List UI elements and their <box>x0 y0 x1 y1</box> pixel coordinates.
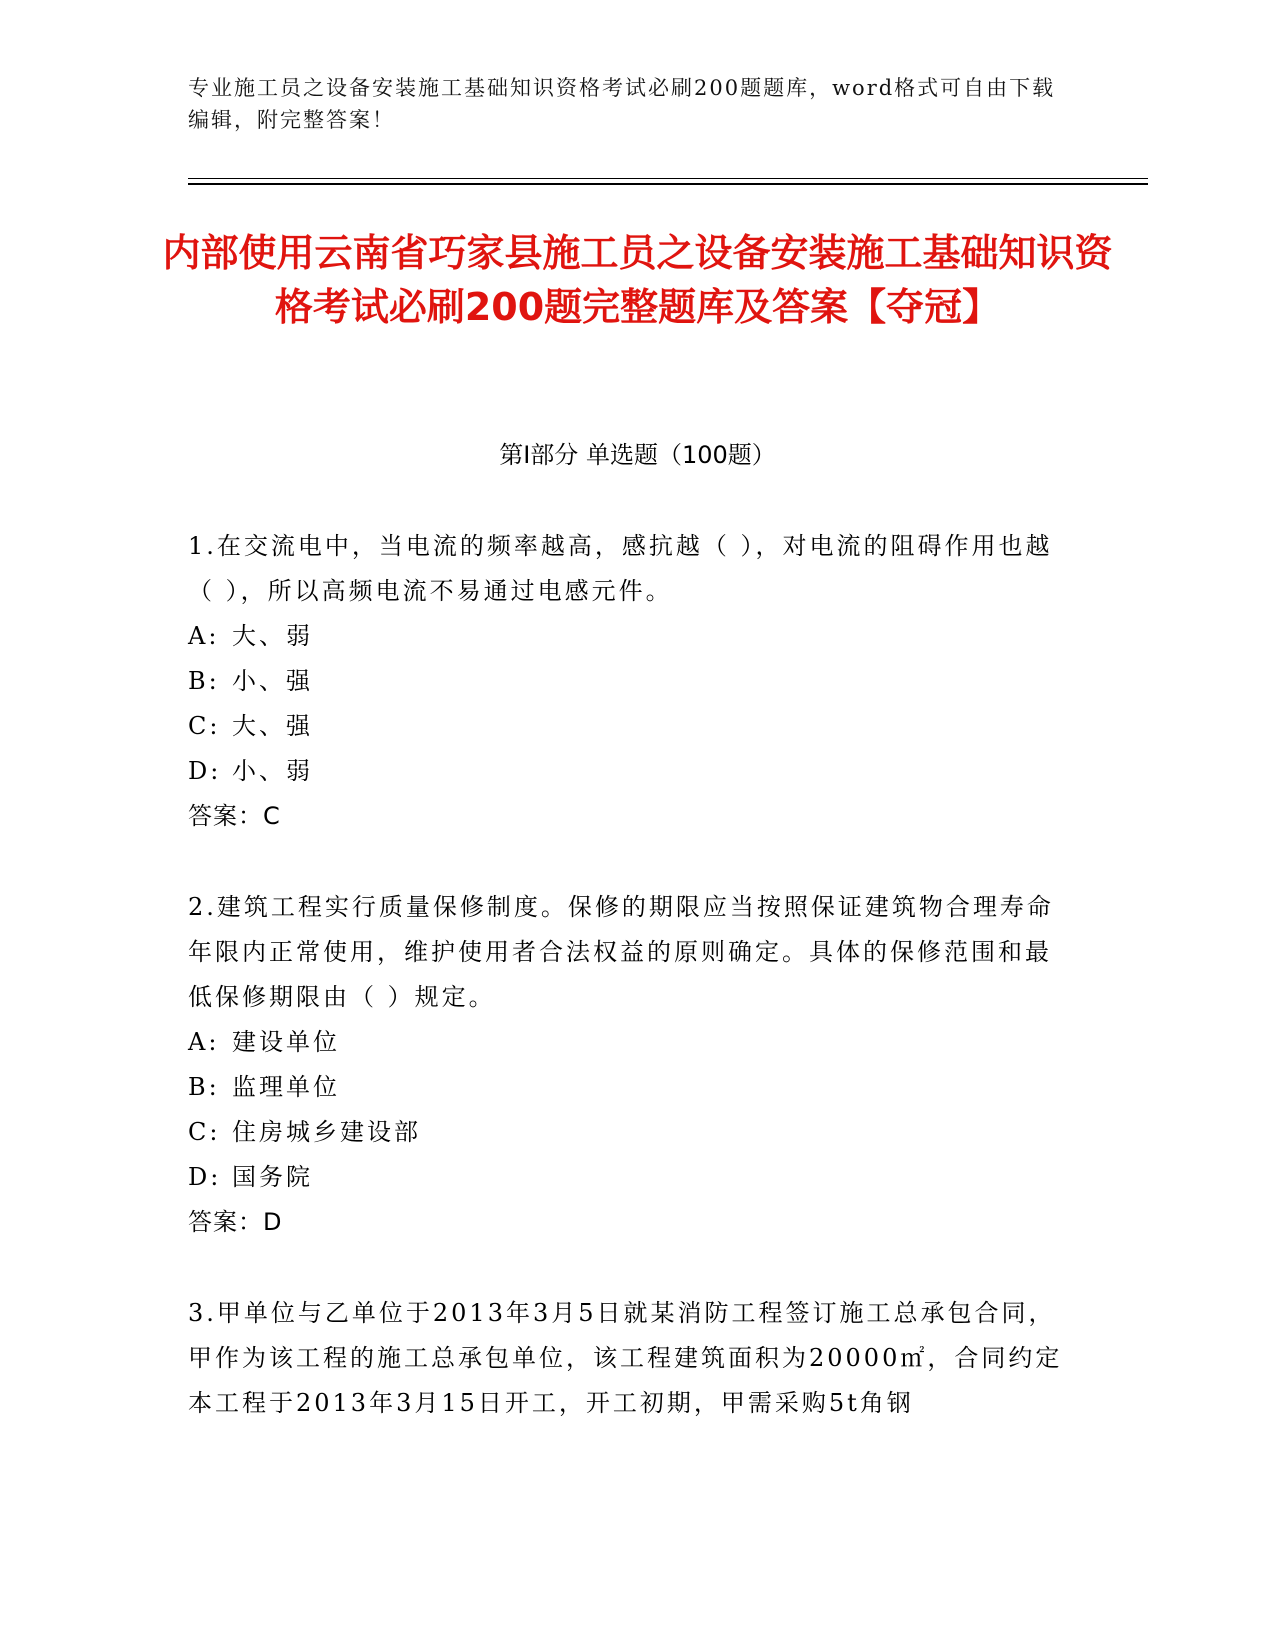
question-3 <box>188 1291 1068 1426</box>
option-c <box>188 704 1068 749</box>
option-text: 大、弱 <box>232 622 313 650</box>
option-key: B: <box>188 667 220 695</box>
option-a <box>188 614 1068 659</box>
option-text: 监理单位 <box>232 1073 340 1101</box>
question-text: 3.甲单位与乙单位于2013年3月5日就某消防工程签订施工总承包合同，甲作为该工程的施工总承包单位，该工程建筑面积为20000㎡，合同约定本工程于2013年3月15日开工，开工初期，甲需采购5t角钢 <box>188 1299 1063 1417</box>
question-list <box>188 524 1068 1472</box>
option-text: 国务院 <box>232 1163 313 1191</box>
option-d <box>188 1155 1068 1200</box>
option-key: B: <box>188 1073 220 1101</box>
option-key: C: <box>188 712 221 740</box>
question-text: 1.在交流电中，当电流的频率越高，感抗越（ ），对电流的阻碍作用也越（ ），所以高频电流不易通过电感元件。 <box>188 532 1053 605</box>
header-note: 专业施工员之设备安装施工基础知识资格考试必刷200题题库，word格式可自由下载编辑，附完整答案！ <box>188 76 1056 132</box>
option-key: A: <box>188 1028 220 1056</box>
header-divider-thick <box>188 183 1148 185</box>
option-key: D: <box>188 1163 222 1191</box>
question-2 <box>188 885 1068 1245</box>
option-b <box>188 659 1068 704</box>
option-text: 建设单位 <box>232 1028 340 1056</box>
header-divider-thin <box>188 178 1148 179</box>
option-a <box>188 1020 1068 1065</box>
question-text: 2.建筑工程实行质量保修制度。保修的期限应当按照保证建筑物合理寿命年限内正常使用，维护使用者合法权益的原则确定。具体的保修范围和最低保修期限由（ ）规定。 <box>188 893 1054 1011</box>
option-text: 大、强 <box>232 712 313 740</box>
option-key: D: <box>188 757 222 785</box>
option-c <box>188 1110 1068 1155</box>
answer-line: 答案：C <box>188 802 281 830</box>
option-text: 住房城乡建设部 <box>232 1118 421 1146</box>
document-title: 内部使用云南省巧家县施工员之设备安装施工基础知识资格考试必刷200题完整题库及答案【夺冠】 <box>162 231 1113 329</box>
option-text: 小、弱 <box>232 757 313 785</box>
answer-line: 答案：D <box>188 1208 283 1236</box>
option-d <box>188 749 1068 794</box>
option-key: A: <box>188 622 220 650</box>
option-key: C: <box>188 1118 221 1146</box>
option-text: 小、强 <box>232 667 313 695</box>
section-heading: 第Ⅰ部分 单选题（100题） <box>499 441 776 469</box>
question-1 <box>188 524 1068 839</box>
option-b <box>188 1065 1068 1110</box>
